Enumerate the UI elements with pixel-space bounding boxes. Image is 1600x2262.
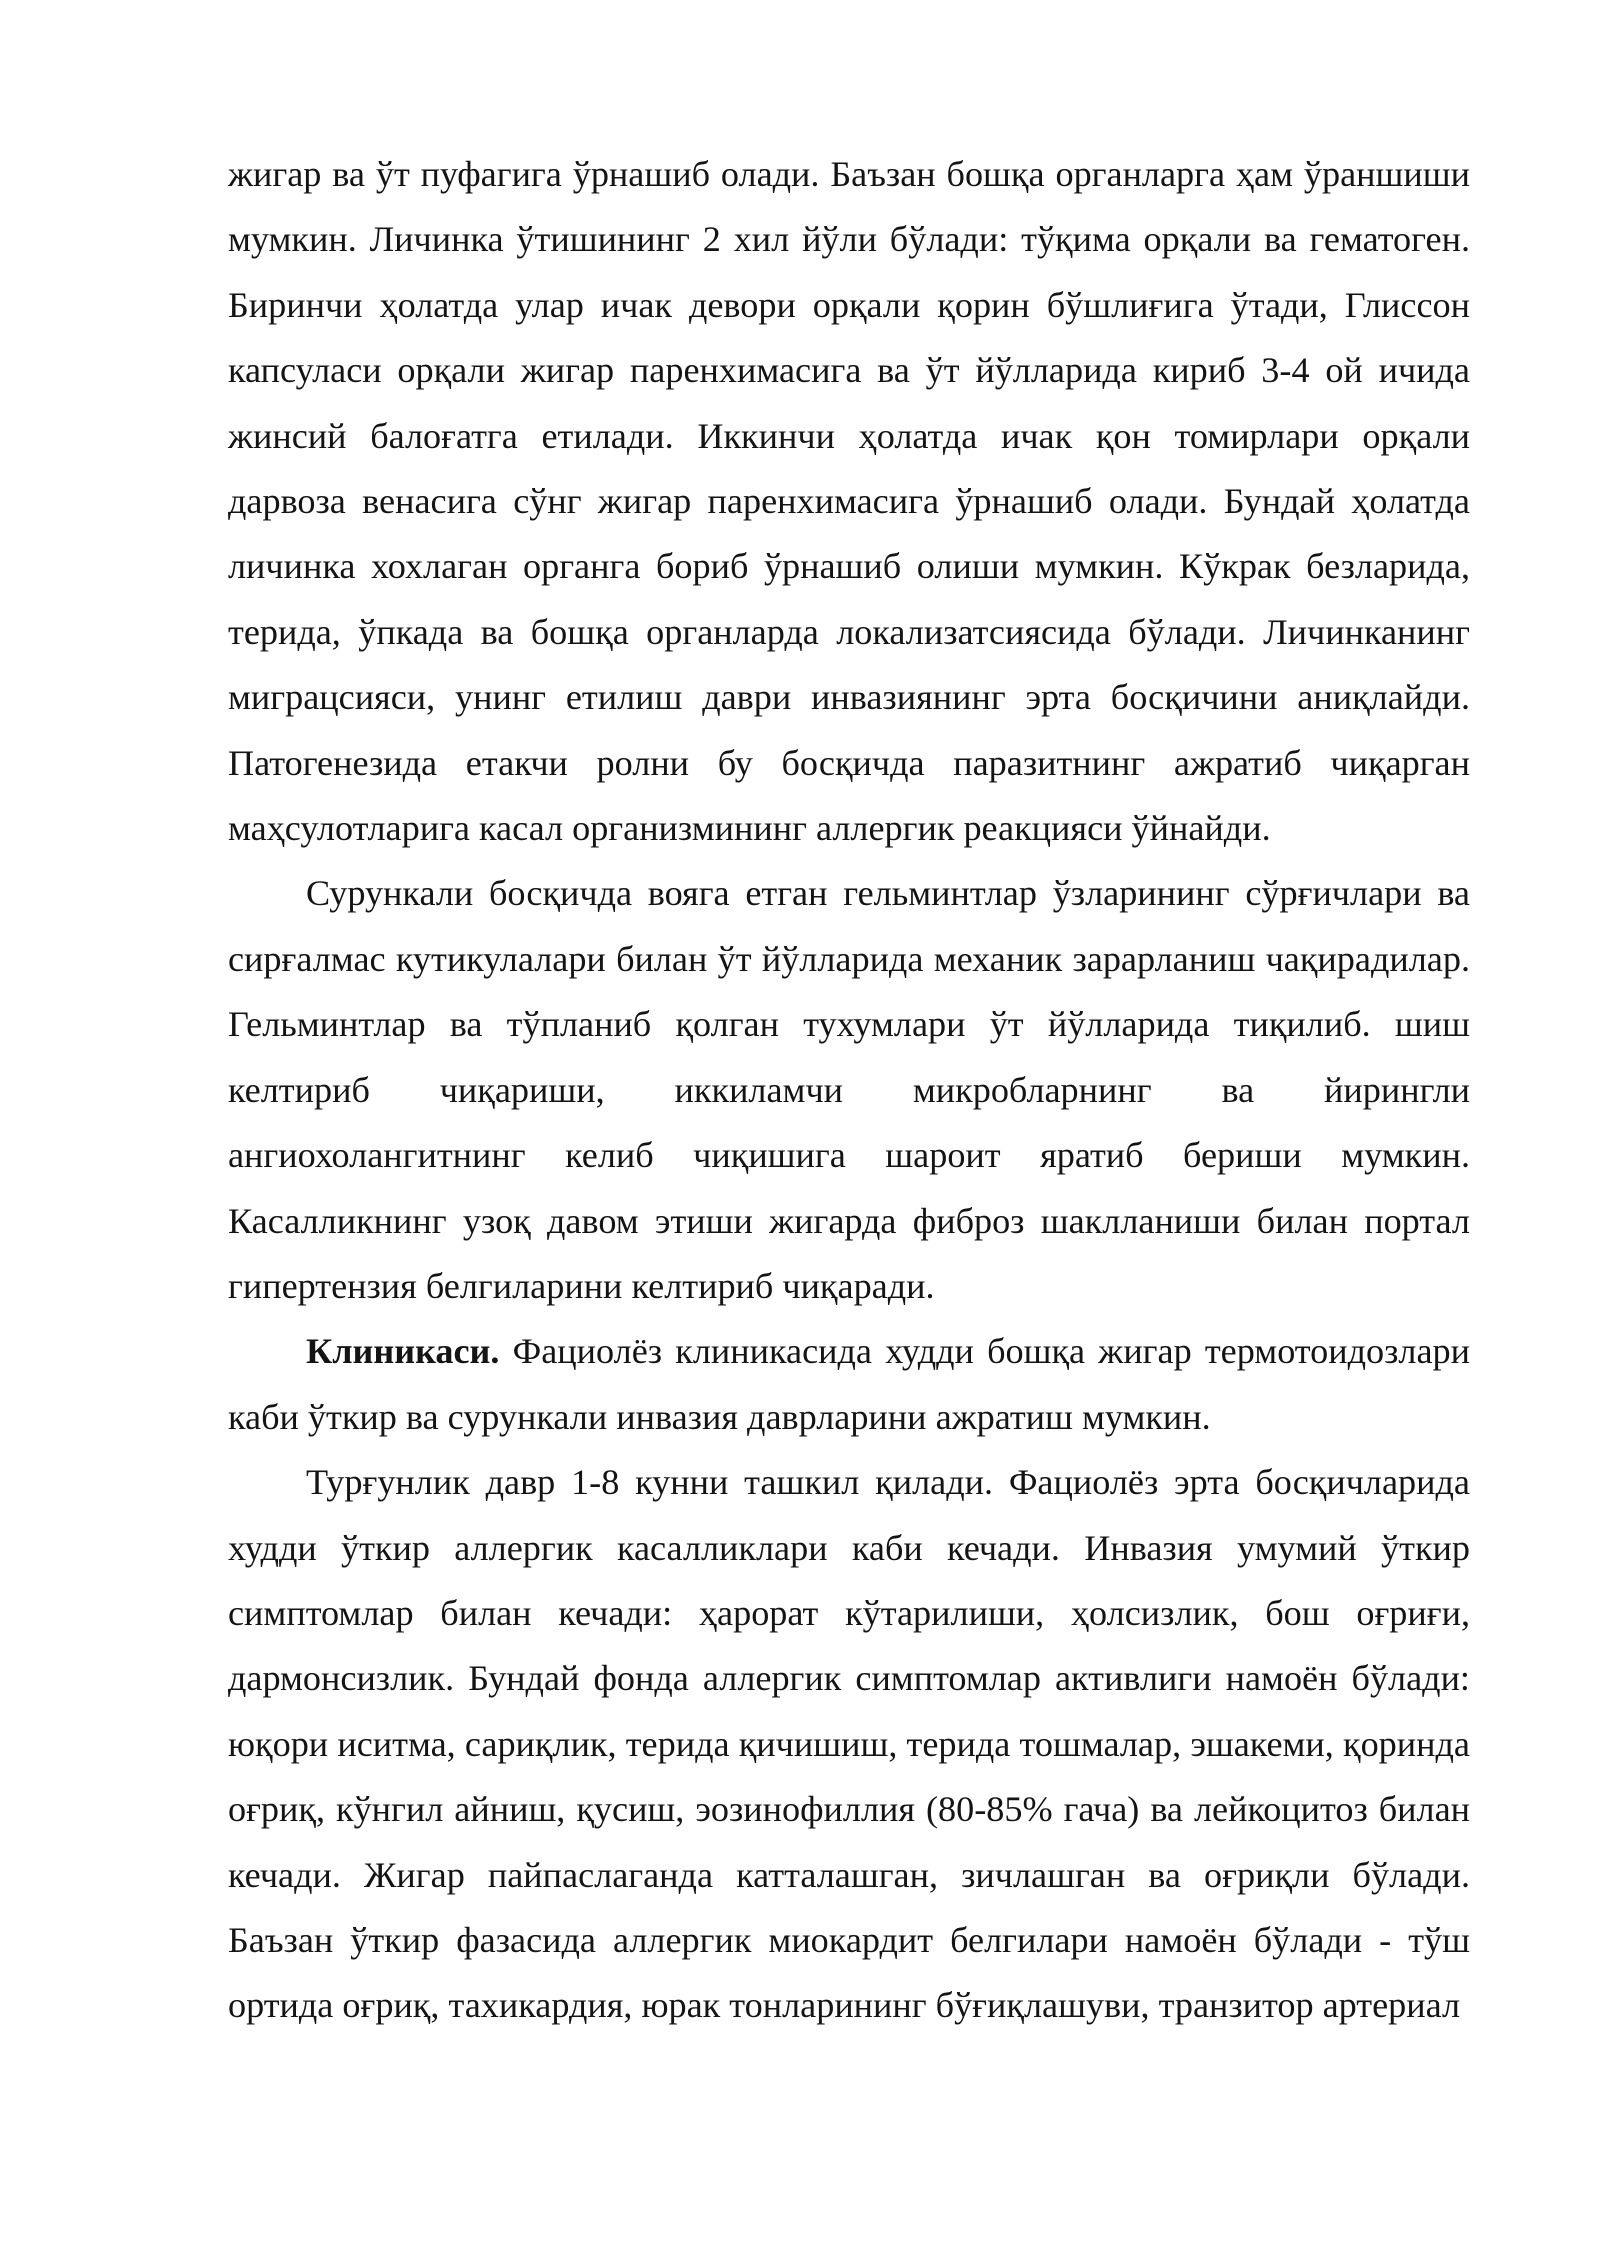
paragraph-3-text: Фациолёз клиникасида худди бошқа жигар термотоидозлари каби ўткир ва сурункали инвазия даврларини ажратиш мумкин. bbox=[228, 1331, 1470, 1437]
paragraph-4: Турғунлик давр 1-8 кунни ташкил қилади. Фациолёз эрта босқичларида худди ўткир аллергик касалликлари каби кечади. Инвазия умумий ўткир симптомлар билан кечади: ҳарорат кўтарилиши, ҳолсизлик, бош оғриғи, дармонсизлик. Бундай фонда аллергик симптомлар активлиги намоён бўлади: юқори иситма, сариқлик, терида қичишиш, терида тошмалар, эшакеми, қоринда оғриқ, кўнгил айниш, қусиш, эозинофиллия (80-85% гача) ва лейкоцитоз билан кечади. Жигар пайпаслаганда катталашган, зичлашган ва оғриқли бўлади. Баъзан ўткир фазасида аллергик миокардит белгилари намоён бўлади - тўш ортида оғриқ, тахикардия, юрак тонларининг бўғиқлашуви, транзитор артериал bbox=[228, 1462, 1470, 2026]
paragraph-3 bbox=[228, 1319, 1470, 1450]
document-page bbox=[228, 142, 1470, 2039]
paragraph-2: Сурункали босқичда вояга етган гельминтлар ўзларининг сўрғичлари ва сирғалмас кутикулалари билан ўт йўлларида механик зарарланиш чақирадилар. Гельминтлар ва тўпланиб қолган тухумлари ўт йўлларида тиқилиб. шиш келтириб чиқариши, иккиламчи микробларнинг ва йирингли ангиохолангитнинг келиб чиқишига шароит яратиб бериши мумкин. Касалликнинг узоқ давом этиши жигарда фиброз шаклланиши билан портал гипертензия белгиларини келтириб чиқаради. bbox=[228, 873, 1470, 1306]
paragraph-1: жигар ва ўт пуфагига ўрнашиб олади. Баъзан бошқа органларга ҳам ўраншиши мумкин. Личинка ўтишининг 2 хил йўли бўлади: тўқима орқали ва гематоген. Биринчи ҳолатда улар ичак девори орқали қорин бўшлиғига ўтади, Глиссон капсуласи орқали жигар паренхимасига ва ўт йўлларида кириб 3-4 ой ичида жинсий балоғатга етилади. Иккинчи ҳолатда ичак қон томирлари орқали дарвоза венасига сўнг жигар паренхимасига ўрнашиб олади. Бундай ҳолатда личинка хохлаган органга бориб ўрнашиб олиши мумкин. Кўкрак безларида, терида, ўпкада ва бошқа органларда локализатсиясида бўлади. Личинканинг миграцсияси, унинг етилиш даври инвазиянинг эрта босқичини аниқлайди. Патогенезида етакчи ролни бу босқичда паразитнинг ажратиб чиқарган маҳсулотларига касал организмининг аллергик реакцияси ўйнайди. bbox=[228, 154, 1470, 849]
section-heading-clinical: Клиникаси. bbox=[306, 1331, 500, 1372]
